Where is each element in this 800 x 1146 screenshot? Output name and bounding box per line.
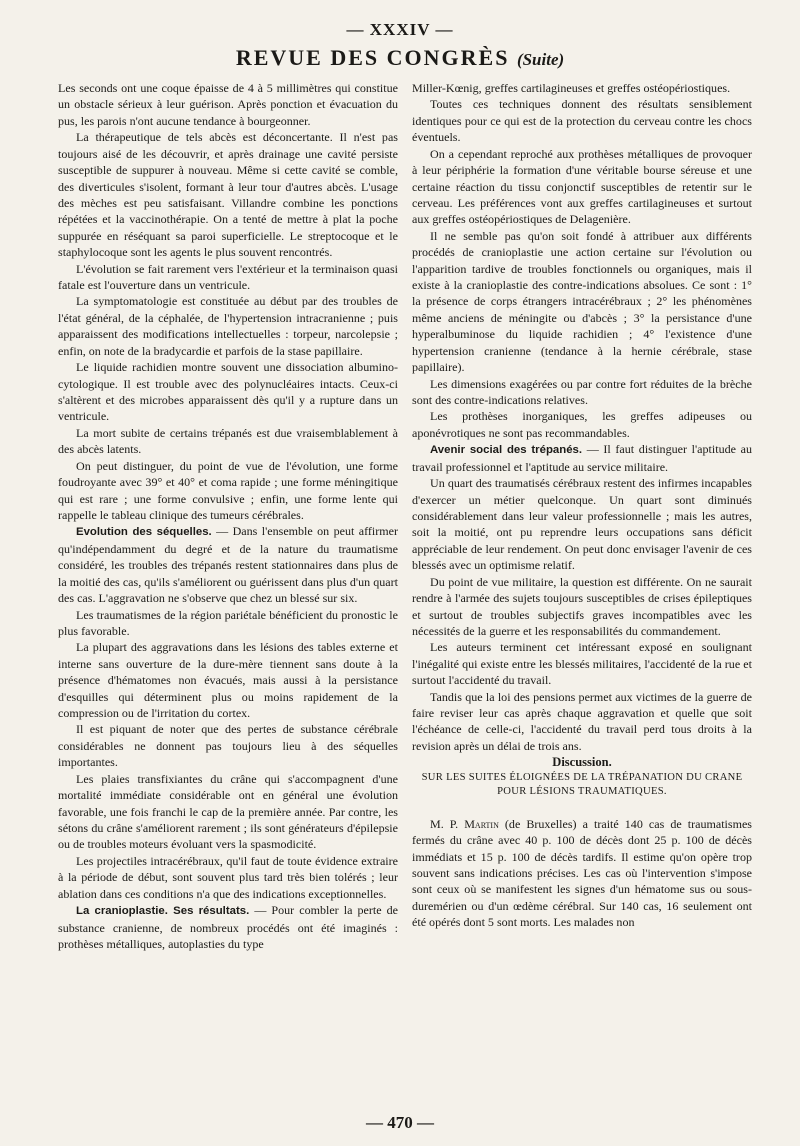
paragraph [412,228,752,376]
paragraph [412,475,752,574]
paragraph-heading: La cranioplastie. Ses résultats. [76,905,250,918]
paragraph [412,574,752,640]
paragraph [58,293,398,359]
paragraph [58,425,398,458]
paragraph [58,261,398,294]
paragraph-text: Le liquide rachidien montre souvent une dissociation albumino-cytologique. Il est trouble avec des polynucléaires intacts. Ceux-ci s'altèrent et des microbes apparaissent dès qu'il y a rupture dans un ventricule. [58,360,398,424]
paragraph [412,441,752,475]
paragraph [58,721,398,770]
paragraph [58,607,398,640]
paragraph [58,853,398,902]
paragraph-text: Miller-Kœnig, greffes cartilagineuses et greffes ostéopériostiques. [412,81,731,95]
paragraph-text: Les auteurs terminent cet intéressant exposé en soulignant l'inégalité qui existe entre les blessés militaires, l'accidenté de la rue et surtout l'accidenté du travail. [412,640,752,688]
paragraph-text: Il est piquant de noter que des pertes de substance cérébrale considérables ne donnent pas toujours lieu à des séquelles importantes. [58,722,398,770]
paragraph [58,523,398,606]
paragraph-text: (de Bruxelles) a traité 140 cas de traumatismes fermés du crâne avec 40 p. 100 de décès dont 25 p. 100 de décès immédiats et 15 p. 100 de décès tardifs. Il estime qu'on opère trop souvent sans indications précises. Les cas où l'intervention s'impose sont ceux où se manifestent les signes d'un hématome sus ou sous-duremérien ou d'un œdème cérébral. Sur 140 cas, 16 seulement ont été opérés dont 5 sont morts. Les malades non [412,816,752,930]
paragraph-text: Les dimensions exagérées ou par contre fort réduites de la brèche sont des contre-indications relatives. [412,376,752,408]
paragraph [412,146,752,228]
paragraph-heading: Evolution des séquelles. [76,526,212,539]
paragraph [58,902,398,952]
paragraph [58,80,398,129]
paragraph [412,80,752,96]
paragraph-text: Les traumatismes de la région pariétale bénéficient du pronostic le plus favorable. [58,607,398,638]
title-suffix: (Suite) [516,50,565,69]
paragraph-text: Les projectiles intracérébraux, qu'il faut de toute évidence extraire à la période de début, sont souvent plus tard très bien tolérés ; leur ablation dans ces conditions n'a que des indications exceptionnelles. [58,853,398,901]
page-number: — 470 — [366,1113,434,1132]
paragraph [412,408,752,441]
paragraph-text: — Dans l'ensemble on peut affirmer qu'indépendamment du degré et de la nature du traumatisme considéré, les troubles des trépanés restent stationnaires dans plus de la moitié des cas, qu'ils s'améliorent ou guérissent dans plus d'un quart des cas. L'aggravation ne s'observe que chez un blessé sur six. [58,524,398,606]
page-roman-numeral: — XXXIV — [346,20,454,39]
paragraph [412,689,752,755]
paragraph-text: La symptomatologie est constituée au début par des troubles de l'état général, de la céphalée, de l'hypertension intracranienne ; puis apparaissent des modifications intellectuelles : torpeur, narcolepsie ; enfin, on note de la bradycardie et parfois de la stase papillaire. [58,294,398,358]
paragraph-text: On peut distinguer, du point de vue de l'évolution, une forme foudroyante avec 39° et 40° et coma rapide ; une forme méningitique qui est rare ; une forme convulsive ; enfin, une forme lente qui rappelle le tableau clinique des tumeurs cérébrales. [58,458,398,522]
paragraph [412,96,752,145]
paragraph [58,129,398,260]
paragraph [58,458,398,524]
paragraph [412,639,752,688]
paragraph-text: L'évolution se fait rarement vers l'extérieur et la terminaison quasi fatale est l'ouverture dans un ventricule. [58,261,398,293]
paragraph-text: Tandis que la loi des pensions permet aux victimes de la guerre de faire reviser leur cas après chaque aggravation et quelle que soit l'échéance de celle-ci, l'accidenté du travail perd tous droits à la revision après un délai de trois ans. [412,689,752,753]
paragraph [412,816,752,931]
paragraph-text: Il ne semble pas qu'on soit fondé à attribuer aux différents procédés de cranioplastie une action certaine sur l'évolution ou l'apparition tardive de troubles fonctionnels ou organiques, mais il existe à la cranioplastie des contre-indications absolues. Ce sont : 1° la présence de corps étrangers intracérébraux ; 2° les phénomènes même anciens de méningite ou d'abcès ; 3° la persistance d'une hyperalbuminose du liquide rachidien ; 4° l'existence d'une hypertension cranienne (tendance à la hernie cérébrale, stase papillaire). [412,228,752,375]
paragraph-text: — Pour combler la perte de substance cranienne, de nombreux procédés ont été imaginés : prothèses métalliques, autoplasties du type [58,903,398,951]
left-column [58,80,398,1110]
title-text: REVUE DES CONGRÈS [235,45,510,70]
paragraph [58,771,398,853]
paragraph-text: La plupart des aggravations dans les lésions des tables externe et interne sans ouverture de la dure-mère tiennent sans doute à la présence d'hématomes non évacués, mais aussi à la persistance d'esquilles qui déterminent plus ou moins rapidement de la compression ou de l'irritation du cortex. [58,640,398,721]
paragraph-text: Du point de vue militaire, la question est différente. On ne saurait rendre à l'armée des sujets toujours susceptibles de crises épileptiques et surtout de troubles subjectifs graves incompatibles avec les nécessités de la guerre et les responsabilités du commandement. [412,574,752,638]
paragraph-text: Les seconds ont une coque épaisse de 4 à 5 millimètres qui constitue un obstacle sérieux à leur guérison. Après ponction et évacuation du pus, les parois n'ont aucune tendance à bourgeonner. [58,81,398,128]
page-title [0,45,800,71]
paragraph-text: La thérapeutique de tels abcès est déconcertante. Il n'est pas toujours aisé de les découvrir, et après drainage une cavité persiste susceptible de suppurer à nouveau. Même si cette cavité se comble, des diverticules s'isolent, formant à leur tour d'autres abcès. L'usage des mèches est peu satisfaisant. Villandre combine les ponctions répétées et la vaccinothérapie. On a tenté de mettre à plat la poche suppurée en réséquant sa paroi superficielle. Le streptocoque et le staphylocoque sont les agents le plus souvent rencontrés. [58,130,398,260]
paragraph [58,639,398,721]
section-heading: Discussion. [552,755,612,770]
paragraph-text: Les plaies transfixiantes du crâne qui s'accompagnent d'une mortalité immédiate considérable ont en général une évolution favorable, une fois franchi le cap de la première année. Par contre, les sétons du crâne s'améliorent rarement ; ils sont générateurs d'épilepsie ou de troubles moteurs évoluant vers la spasmodicité. [58,771,398,852]
paragraph-text: Toutes ces techniques donnent des résultats sensiblement identiques pour ce qui est de la protection du cerveau contre les chocs éventuels. [412,97,752,145]
paragraph-text: — Il faut distinguer l'aptitude au travail professionnel et l'aptitude au service militaire. [412,442,752,474]
subsection-heading: SUR LES SUITES ÉLOIGNÉES DE LA TRÉPANATION DU CRANE POUR LÉSIONS TRAUMATIQUES. [421,771,743,798]
paragraph [58,359,398,425]
paragraph-text: Un quart des traumatisés cérébraux restent des infirmes incapables d'exercer un métier quelconque. Un quart sont diminués considérablement dans leur valeur professionnelle ; mais les autres, soit la moitié, ont pu reprendre leurs occupations sans déficit appréciable de leur rendement. On peut donc envisager l'avenir de ces blessés avec un optimisme relatif. [412,476,752,573]
paragraph [412,376,752,409]
paragraph-text: On a cependant reproché aux prothèses métalliques de provoquer à leur périphérie la formation d'une véritable bourse séreuse et une certaine réaction du tissu conjonctif susceptibles de retentir sur le cerveau. Les préférences vont aux greffes cartilagineuses et surtout aux greffes ostéopériostiques de Delagenière. [412,146,752,227]
right-column [412,80,752,1110]
author-name: M. P. Martin [430,816,499,831]
paragraph-heading: Avenir social des trépanés. [430,444,583,457]
paragraph-text: La mort subite de certains trépanés est due vraisemblablement à des abcès latents. [58,425,398,457]
paragraph-text: Les prothèses inorganiques, les greffes adipeuses ou aponévrotiques ne sont pas recommandables. [412,409,752,440]
